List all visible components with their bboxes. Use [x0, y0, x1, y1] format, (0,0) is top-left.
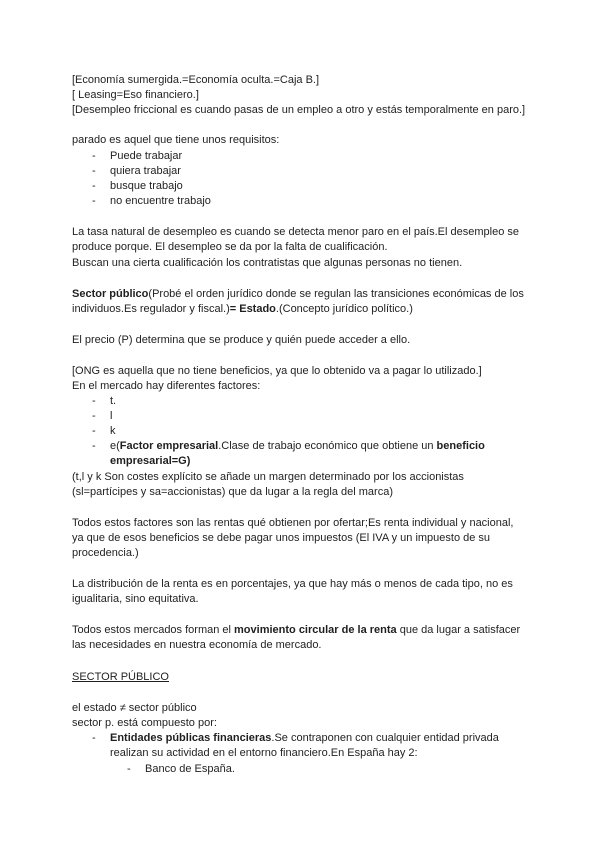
bracket-line-desempleo: [Desempleo friccional es cuando pasas de un empleo a otro y estás temporalmente en paro.]: [72, 104, 526, 116]
bracket-line-economia: [Economía sumergida.=Economía oculta.=Caja B.]: [72, 74, 320, 86]
estado-line-1: el estado ≠ sector público: [72, 702, 197, 714]
mercados-suffix: que da lugar a satisfacer: [396, 624, 521, 636]
factor-description: .Clase de trabajo económico que obtiene un: [218, 440, 437, 452]
list-item: t.: [110, 395, 117, 407]
bullet-dash: -: [92, 425, 96, 437]
distribucion-line-1: La distribución de la renta es en porcentajes, ya que hay más o menos de cada tipo, no es: [72, 578, 513, 590]
mercados-line-2: las necesidades en nuestra economía de mercado.: [72, 639, 322, 651]
tasa-line-3: Buscan una cierta cualificación los contratistas que algunas personas no tienen.: [72, 257, 463, 269]
bullet-dash: -: [127, 763, 131, 775]
bullet-dash: -: [92, 440, 96, 452]
list-item: Puede trabajar: [110, 150, 183, 162]
sector-publico-term: Sector público: [72, 288, 149, 300]
beneficio-term: beneficio: [436, 440, 485, 452]
bracket-line-leasing: [ Leasing=Eso financiero.]: [72, 89, 199, 101]
bullet-dash: -: [92, 410, 96, 422]
rentas-line-2: ya que de esos beneficios se debe pagar unos impuestos (El IVA y un impuesto de su: [72, 532, 491, 544]
estado-term: = Estado: [229, 303, 276, 315]
list-item-factor-empresarial: [110, 439, 485, 453]
rentas-line-3: procedencia.): [72, 547, 139, 559]
entidades-description: .Se contraponen con cualquier entidad privada: [271, 732, 499, 744]
bullet-dash: -: [92, 150, 96, 162]
entidades-term: Entidades públicas financieras: [110, 732, 272, 744]
tasa-line-2: produce porque. El desempleo se da por la falta de cualificación.: [72, 241, 388, 253]
factor-e-prefix: e(: [110, 440, 120, 452]
section-heading: SECTOR PÚBLICO: [72, 671, 169, 683]
list-item: no encuentre trabajo: [110, 195, 211, 207]
bullet-dash: -: [92, 180, 96, 192]
tasa-line-1: La tasa natural de desempleo es cuando se detecta menor paro en el país.El desempleo se: [72, 226, 520, 238]
costes-line-2: (sl=partícipes y sa=accionistas) que da lugar a la regla del marca): [72, 486, 393, 498]
factor-empresarial-term: Factor empresarial: [119, 440, 219, 452]
sector-concepto: .(Concepto jurídico político.): [275, 303, 413, 315]
mercados-prefix: Todos estos mercados forman el: [72, 624, 235, 636]
precio-line: El precio (P) determina que se produce y quién puede acceder a ello.: [72, 334, 411, 346]
sector-line-1: [72, 287, 524, 301]
bullet-dash: -: [92, 165, 96, 177]
list-item: l: [110, 410, 113, 422]
sector-line-2: [72, 302, 413, 316]
mercados-line-1: [72, 623, 520, 637]
ong-line: [ONG es aquella que no tiene beneficios, ya que lo obtenido va a pagar lo utilizado.]: [72, 365, 482, 377]
bullet-dash: -: [92, 395, 96, 407]
list-item: k: [110, 425, 116, 437]
bullet-dash: -: [92, 195, 96, 207]
costes-line-1: (t,l y k Son costes explícito se añade un margen determinado por los accionistas: [72, 471, 464, 483]
list-item: busque trabajo: [110, 180, 183, 192]
sector-regulador: individuos.Es regulador y fiscal.): [72, 303, 230, 315]
distribucion-line-2: igualitaria, sino equitativa.: [72, 593, 199, 605]
sub-list-item: Banco de España.: [145, 763, 235, 775]
parado-intro: parado es aquel que tiene unos requisitos:: [72, 134, 280, 146]
sector-definition: (Probé el orden jurídico donde se regulan las transiciones económicas de los: [148, 288, 524, 300]
entidades-line-2: realizan su actividad en el entorno financiero.En España hay 2:: [110, 747, 418, 759]
factores-intro: En el mercado hay diferentes factores:: [72, 380, 261, 392]
estado-line-2: sector p. está compuesto por:: [72, 717, 217, 729]
list-item: quiera trabajar: [110, 165, 181, 177]
rentas-line-1: Todos estos factores son las rentas qué obtienen por ofertar;Es renta individual y nacional,: [72, 517, 514, 529]
bullet-dash: -: [92, 732, 96, 744]
list-item-entidades: [110, 731, 499, 745]
movimiento-circular-term: movimiento circular de la renta: [234, 624, 397, 636]
beneficio-empresarial-term: empresarial=G): [110, 455, 191, 467]
